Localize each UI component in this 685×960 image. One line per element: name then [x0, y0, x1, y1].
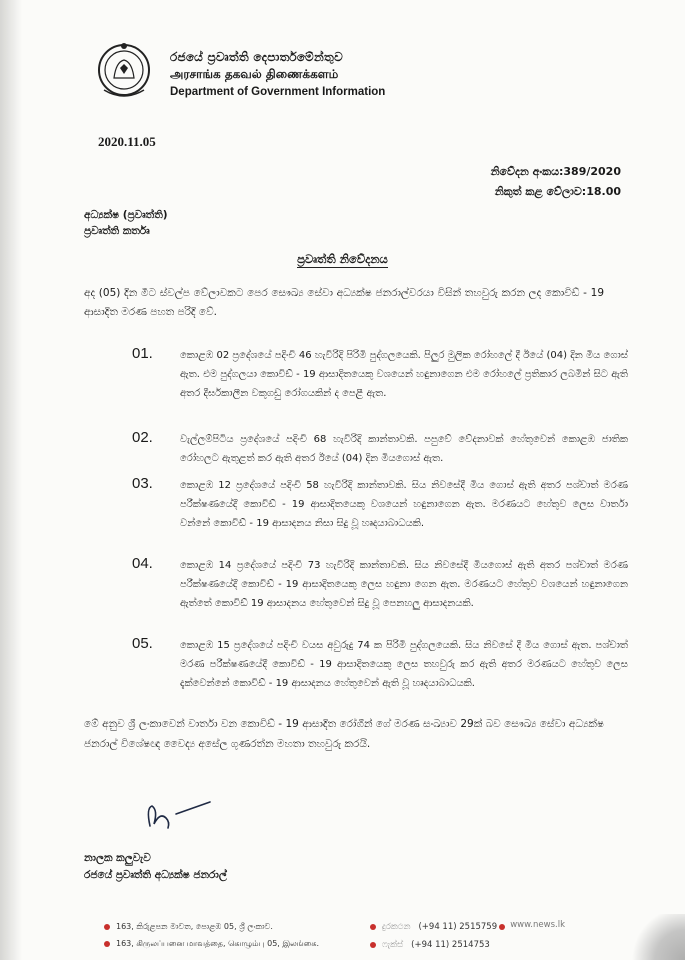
list-item [132, 430, 632, 472]
item-number: 05. [132, 635, 153, 652]
item-number: 01. [132, 345, 153, 362]
signer-name: නාලක කලුවැව [84, 852, 151, 864]
address-sinhala: 163, කිරුළපන මාවත, පොළඹ 05, ශ්‍රී ලංකාව. [116, 922, 273, 931]
addressee-block [84, 207, 168, 239]
title-text: ප්‍රවෘත්ති නිවේදනය [297, 252, 388, 266]
fax-label: ෆැක්ස් [382, 940, 404, 950]
closing-paragraph: මේ අනුව ශ්‍රී ලංකාවෙන් වාර්තා වන කොවිඩ් - 19 ආසාදිත රෝගීන් ගේ මරණ සංඛ්‍යාව 29ක් බව සෞඛ්‍ය සේවා අධ්‍යක්ෂ ජනරාල් විශේෂඥ වෛද්‍ය අසේල ගුණරත්න මහතා තහවුරු කරයි. [84, 718, 604, 750]
red-bullet-icon [104, 941, 110, 947]
phone-number: (+94 11) 2515759 [418, 922, 498, 932]
item-text: කොළඹ 15 ප්‍රදේශයේ පදිංචි වයස අවුරුදු 74 ක පිරිමි පුද්ගලයෙකි. සිය නිවසේ දී මිය ගොස් ඇත. පශ්චාත් මරණ පරීක්ෂණයේදී කොවිඩ් - 19 ආසාදිතයෙකු ලෙස තහවුරු කර ඇති අතර මරණයට හේතුව ලෙස දැක්වෙන්නේ කොවිඩ් - 19 ආසාදනය හේතුවෙන් ඇති වූ හෘදයාබාධයකි. [180, 640, 628, 689]
list-item [132, 556, 632, 636]
web-icon [499, 924, 505, 930]
item-number: 04. [132, 555, 153, 572]
handwritten-signature [140, 788, 220, 838]
item-text: කොළඹ 12 ප්‍රදේශයේ පදිංචි 58 හැවිරිදි කාන්තාවකි. සිය නිවසේදී මිය ගොස් ඇති අතර පශ්චාත් මරණ පරීක්ෂණයේදී කොවිඩ් - 19 ආසාදිතයෙකු වශයෙන් හඳුනාගෙන ඇත. මරණයට හේතුව ලෙස වාර්තා වන්නේ කොවිඩ් - 19 ආසාදනය නිසා සිදු වූ හෘදයාබාධයකි. [180, 480, 628, 529]
item-text: කොළඹ 14 ප්‍රදේශයේ පදිංචි 73 හැවිරිදි කාන්තාවකි. සිය නිවසේදී මියගොස් ඇති අතර පශ්චාත් මරණ පරීක්ෂණයේදී කොවිඩ් - 19 ආසාදිතයෙකු ලෙස හඳුනා ගෙන ඇත. මරණයට හේතුව වශයෙන් හඳුනාගෙන ඇත්තේ කොවිඩ් 19 ආසාදනය හේතුවෙන් සිදු වූ පෙනහලු ආසාදනයකි. [180, 560, 628, 609]
intro-paragraph: අද (05) දින මීට ස්වල්ප වේලාවකට පෙර සෞඛ්‍ය සේවා අධ්‍යක්ෂ ජනරාල්වරයා විසින් තහවුරු කරන ලද කොවිඩ් - 19 ආසාදිත මරණ පහත පරිදි වේ. [84, 287, 604, 318]
addressee-line-2: ප්‍රවෘත්ති කර්තෘ [84, 225, 150, 237]
dept-name-sinhala: රජයේ ප්‍රවෘත්ති දෙපාර්තමේන්තුව [170, 50, 343, 64]
addressee-line-1: අධ්‍යක්ෂ (ප්‍රවෘත්ති) [84, 209, 168, 221]
reference-block [491, 162, 621, 202]
list-item [132, 346, 632, 426]
sri-lanka-emblem-icon [96, 40, 152, 100]
fax-number: (+94 11) 2514753 [411, 940, 490, 950]
signer-title: රජයේ ප්‍රවෘත්ති අධ්‍යක්ෂ ජනරාල් [84, 869, 227, 881]
phone-label: දුරකථන [382, 922, 411, 932]
dept-name-tamil: அரசாங்க தகவல் திணைக்களம் [170, 67, 339, 81]
dept-name-english: Department of Government Information [170, 86, 386, 98]
item-number: 02. [132, 429, 153, 446]
release-time: නිකුත් කළ වේලාව:18.00 [494, 185, 621, 198]
footer-address [116, 918, 319, 952]
letterhead-footer [0, 908, 685, 960]
item-text: කොළඹ 02 ප්‍රදේශයේ පදිංචි 46 හැවිරිදි පිරිමි පුද්ගලයෙකි. පිලුර මුලික රෝහලේ දී ඊයේ (04) දින මිය ගොස් ඇත. එම පුද්ගලයා කොවිඩ් - 19 ආසාදිතයෙකු වශයෙන් හඳුනාගෙන එම රෝහලේ ප්‍රතිකාර ලබමින් සිට ඇති අතර දීර්ඝකාලීන වකුගඩු රෝගයකින් ද පෙළී ඇත. [180, 350, 628, 399]
department-name [170, 50, 385, 98]
signer-block [84, 850, 227, 884]
item-text: වැල්ලම්පිටිය ප්‍රදේශයේ පදිංචි 68 හැවිරිදි කාන්තාවකි. පපුවේ වේදනාවක් හේතුවෙන් කොළඹ ජාතික රෝහලට ඇතුළත් කර ඇති අතර ඊයේ (04) දින මියගොස් ඇත. [180, 434, 628, 464]
phone-icon [370, 924, 376, 930]
website-link[interactable]: www.news.lk [510, 920, 565, 930]
list-item [132, 476, 632, 556]
footer-contacts [382, 918, 497, 954]
list-item [132, 636, 632, 716]
document-title [0, 252, 685, 267]
page-edge-shadow [0, 0, 22, 960]
release-number: නිවේදන අංකය:389/2020 [490, 165, 621, 178]
fax-icon [370, 942, 376, 948]
address-tamil: 163, கிருலப்பனை மாவத்தை, கொழும்பு 05, இலங்கை. [116, 939, 320, 948]
item-number: 03. [132, 475, 153, 492]
corner-decoration [625, 914, 685, 960]
red-bullet-icon [104, 924, 110, 930]
document-date: 2020.11.05 [98, 134, 156, 149]
